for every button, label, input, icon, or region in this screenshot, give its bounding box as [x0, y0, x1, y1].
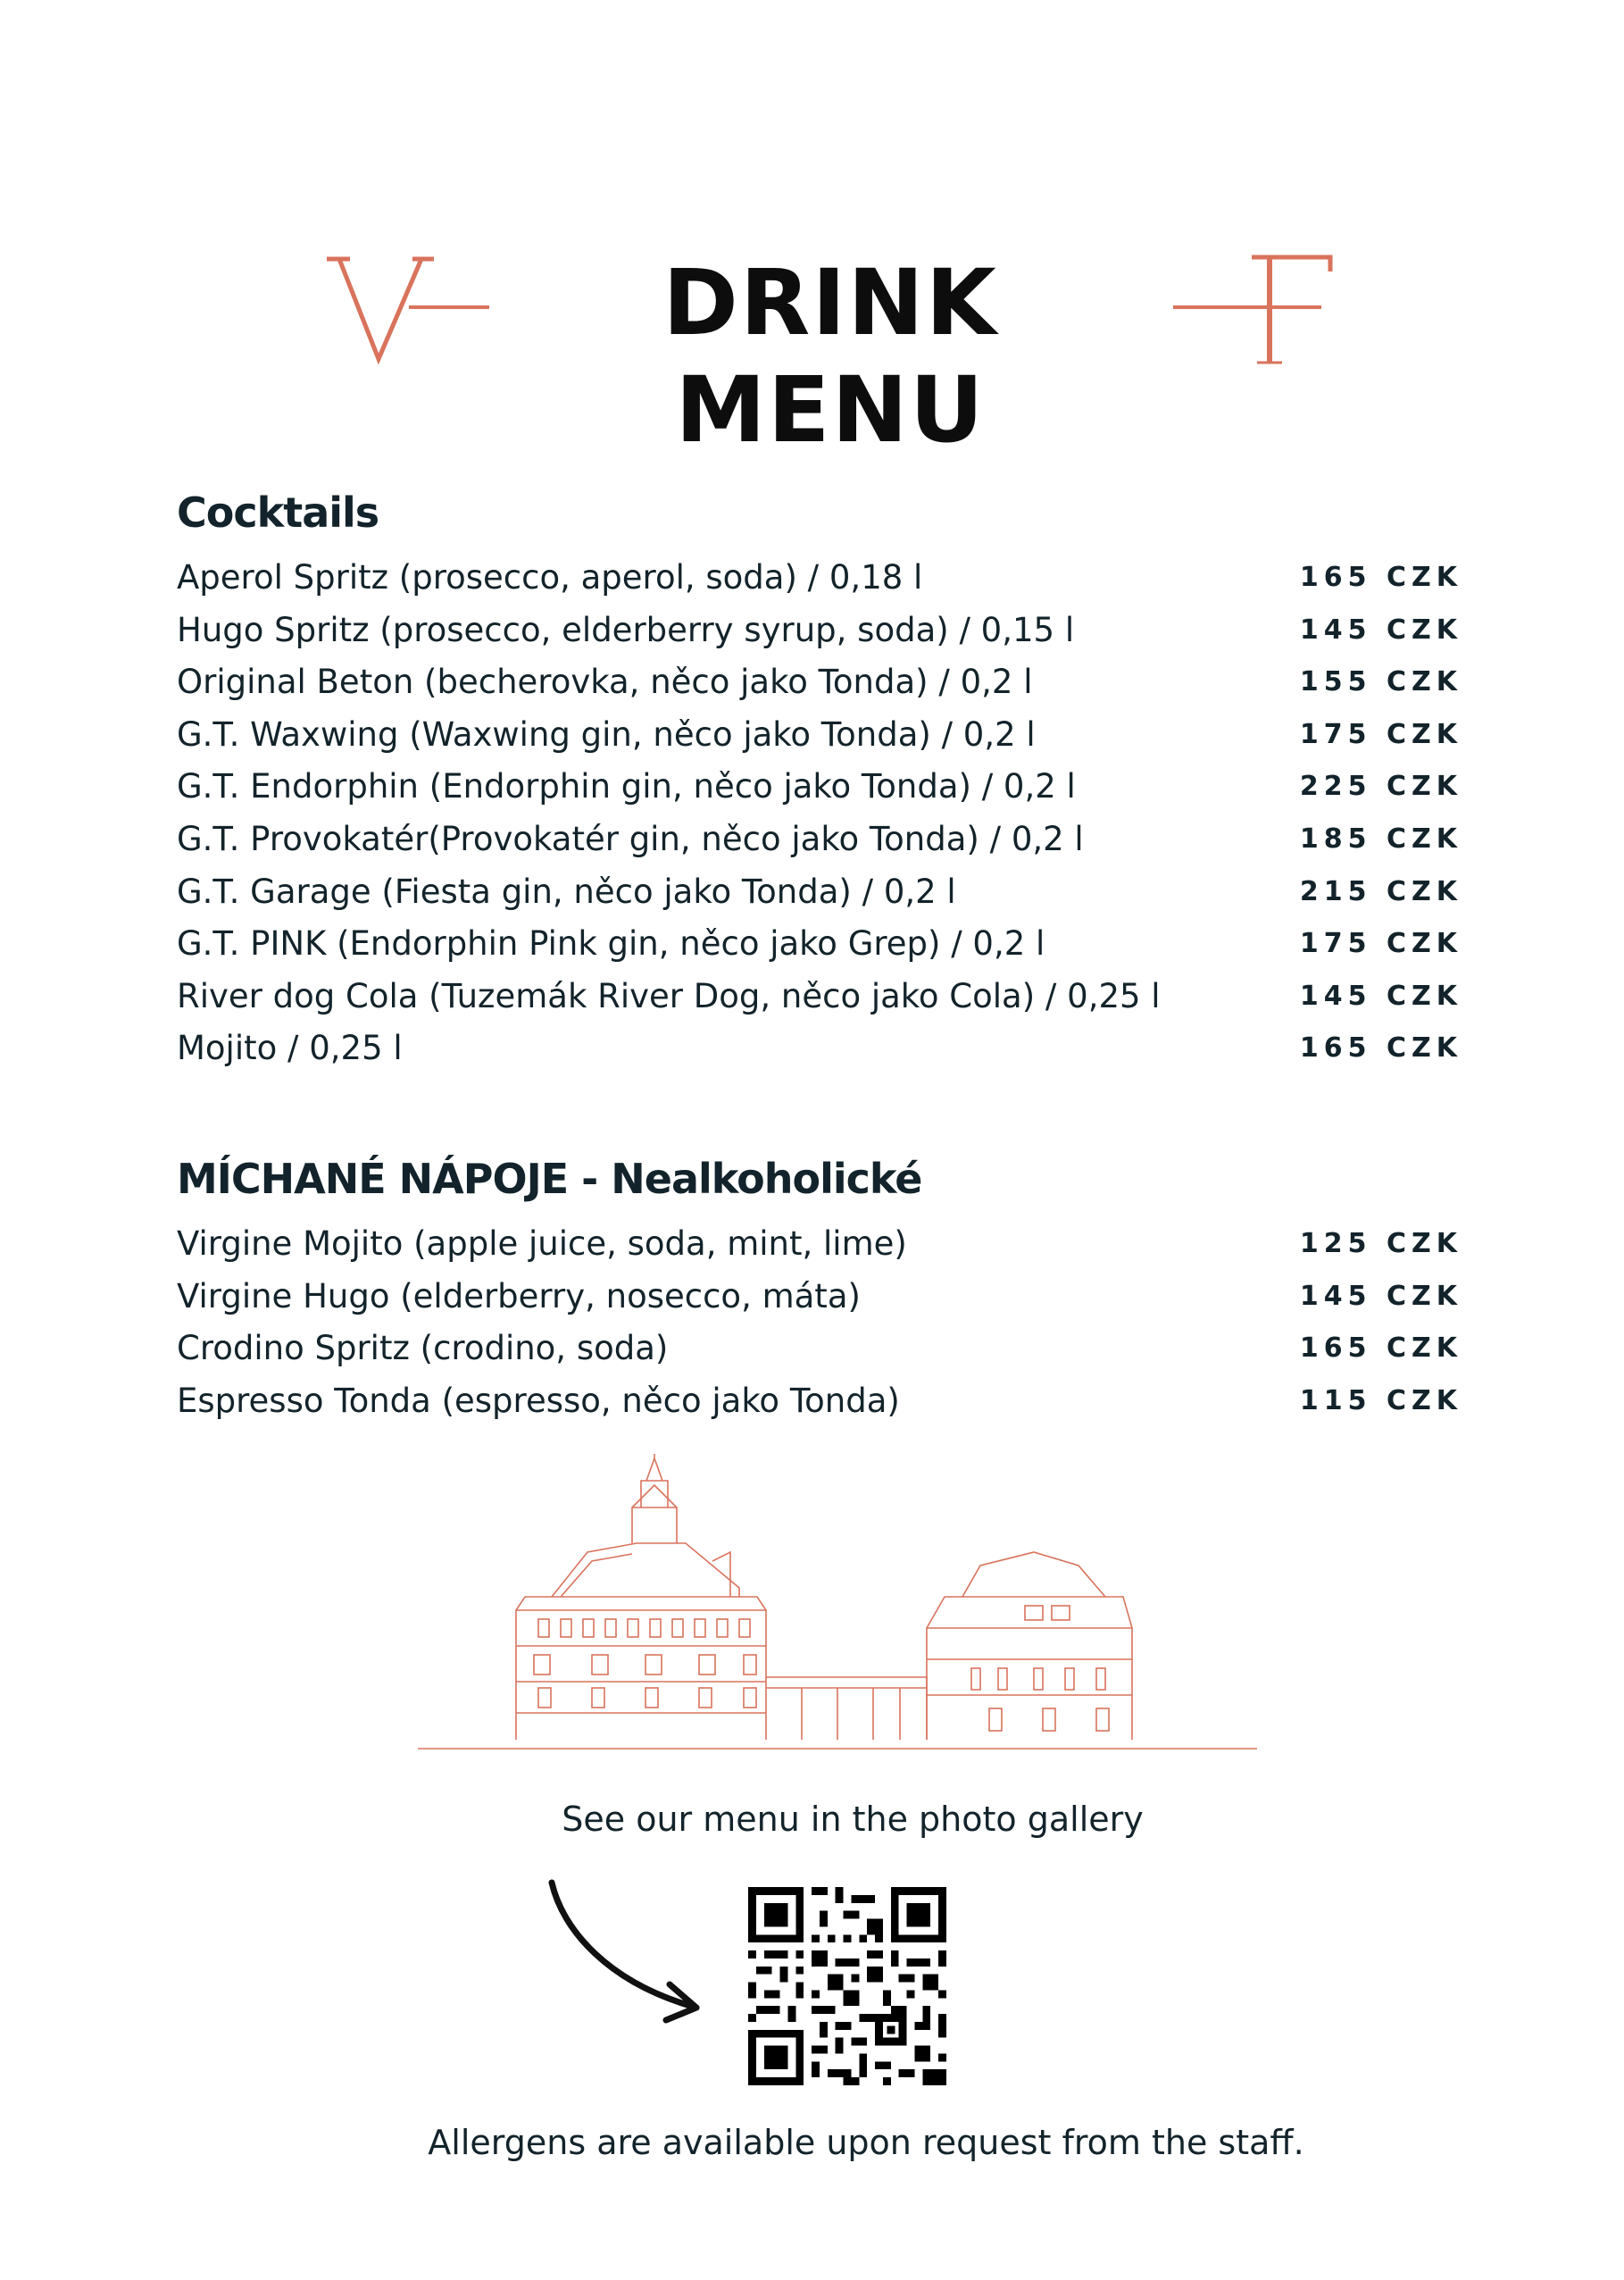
qr-code[interactable] — [748, 1887, 946, 2085]
item-name: G.T. Endorphin (Endorphin gin, něco jako Tonda) / 0,2 l — [177, 767, 1076, 806]
item-price: 215 CZK — [1299, 875, 1462, 907]
section-title-cocktails: Cocktails — [177, 489, 379, 537]
item-price: 155 CZK — [1299, 666, 1462, 698]
item-name: G.T. Waxwing (Waxwing gin, něco jako Tonda) / 0,2 l — [177, 714, 1036, 754]
item-price: 145 CZK — [1299, 980, 1462, 1012]
item-price: 165 CZK — [1299, 1332, 1462, 1365]
list-item — [177, 552, 1462, 605]
item-price: 225 CZK — [1299, 771, 1462, 803]
list-item — [177, 814, 1462, 866]
item-name: Crodino Spritz (crodino, soda) — [177, 1329, 669, 1368]
building-illustration — [418, 1454, 1257, 1758]
item-name: Virgine Mojito (apple juice, soda, mint, lime) — [177, 1224, 907, 1263]
list-item — [177, 656, 1462, 709]
page-title: DRINK MENU — [662, 250, 998, 464]
list-item — [177, 709, 1462, 762]
list-item — [177, 1271, 1462, 1324]
item-name: Original Beton (becherovka, něco jako Tonda) / 0,2 l — [177, 663, 1033, 702]
item-price: 165 CZK — [1299, 562, 1462, 593]
item-name: Virgine Hugo (elderberry, nosecco, máta) — [177, 1276, 861, 1315]
item-price: 175 CZK — [1299, 928, 1462, 960]
item-name: Aperol Spritz (prosecco, aperol, soda) / 0,18 l — [177, 558, 923, 597]
item-name: G.T. PINK (Endorphin Pink gin, něco jako Grep) / 0,2 l — [177, 924, 1045, 964]
list-item — [177, 1323, 1462, 1375]
item-name: Espresso Tonda (espresso, něco jako Tonda) — [177, 1381, 900, 1420]
item-price: 185 CZK — [1299, 823, 1462, 855]
list-item — [177, 1375, 1462, 1428]
logo-v-icon — [323, 248, 493, 364]
nonalcoholic-list — [177, 1218, 1462, 1427]
item-name: G.T. Garage (Fiesta gin, něco jako Tonda) / 0,2 l — [177, 872, 956, 911]
allergens-text: Allergens are available upon request from the staff. — [428, 2123, 1304, 2162]
item-name: Mojito / 0,25 l — [177, 1029, 403, 1068]
item-name: River dog Cola (Tuzemák River Dog, něco jako Cola) / 0,25 l — [177, 976, 1161, 1015]
list-item — [177, 971, 1462, 1023]
section-title-nonalcoholic: MÍCHANÉ NÁPOJE - Nealkoholické — [177, 1155, 922, 1203]
item-price: 125 CZK — [1299, 1228, 1462, 1259]
list-item — [177, 918, 1462, 971]
list-item — [177, 1023, 1462, 1075]
gallery-text: See our menu in the photo gallery — [562, 1800, 1144, 1839]
item-price: 115 CZK — [1299, 1384, 1462, 1416]
item-price: 165 CZK — [1299, 1032, 1462, 1065]
menu-header — [0, 241, 1624, 464]
item-name: Hugo Spritz (prosecco, elderberry syrup, soda) / 0,15 l — [177, 610, 1075, 649]
item-price: 145 CZK — [1299, 1280, 1462, 1312]
cocktails-list — [177, 552, 1462, 1075]
item-price: 145 CZK — [1299, 614, 1462, 646]
item-price: 175 CZK — [1299, 718, 1462, 750]
arrow-icon — [536, 1875, 714, 2027]
list-item — [177, 866, 1462, 919]
logo-f-icon — [1171, 248, 1350, 364]
list-item — [177, 761, 1462, 814]
item-name: G.T. Provokatér(Provokatér gin, něco jako Tonda) / 0,2 l — [177, 819, 1084, 858]
list-item — [177, 1218, 1462, 1271]
list-item — [177, 605, 1462, 657]
